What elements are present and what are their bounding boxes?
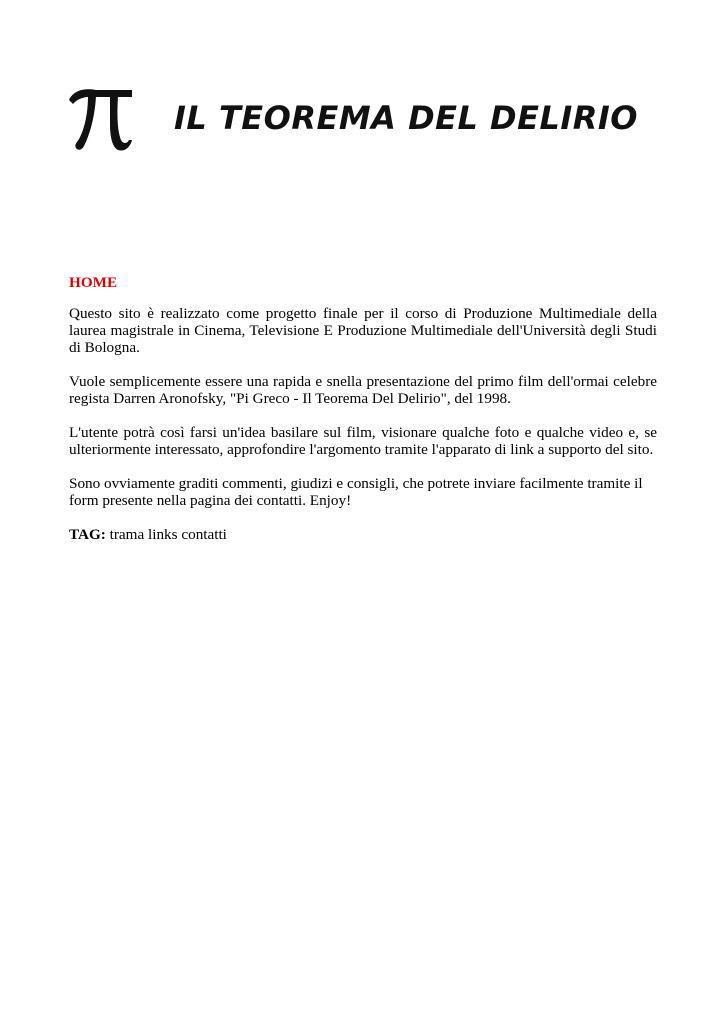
pi-symbol-icon <box>66 84 138 156</box>
tag-link-contatti[interactable]: contatti <box>181 526 227 543</box>
tag-label: TAG: <box>69 526 106 543</box>
paragraph-feedback: Sono ovviamente graditi commenti, giudizi e consigli, che potrete inviare facilmente tramite il form presente nella pagina dei contatti. Enjoy! <box>69 475 643 509</box>
main-content <box>69 274 657 543</box>
page-title: HOME <box>69 274 118 291</box>
tag-link-trama[interactable]: trama <box>109 526 145 543</box>
paragraph-intro: Questo sito è realizzato come progetto finale per il corso di Produzione Multimediale della laurea magistrale in Cinema, Televisione E Produzione Multimediale dell'Università degli Studi di Bologna. <box>69 305 657 356</box>
tag-list <box>69 526 657 543</box>
paragraph-purpose: Vuole semplicemente essere una rapida e snella presentazione del primo film dell'ormai celebre regista Darren Aronofsky, "Pi Greco - Il Teorema Del Delirio", del 1998. <box>69 373 657 407</box>
tag-link-links[interactable]: links <box>148 526 178 543</box>
site-banner <box>66 84 638 160</box>
paragraph-user: L'utente potrà così farsi un'idea basilare sul film, visionare qualche foto e qualche video e, se ulteriormente interessato, approfondire l'argomento tramite l'apparato di link a supporto del sito. <box>69 424 657 458</box>
site-title: IL TEOREMA DEL DELIRIO <box>174 99 638 137</box>
